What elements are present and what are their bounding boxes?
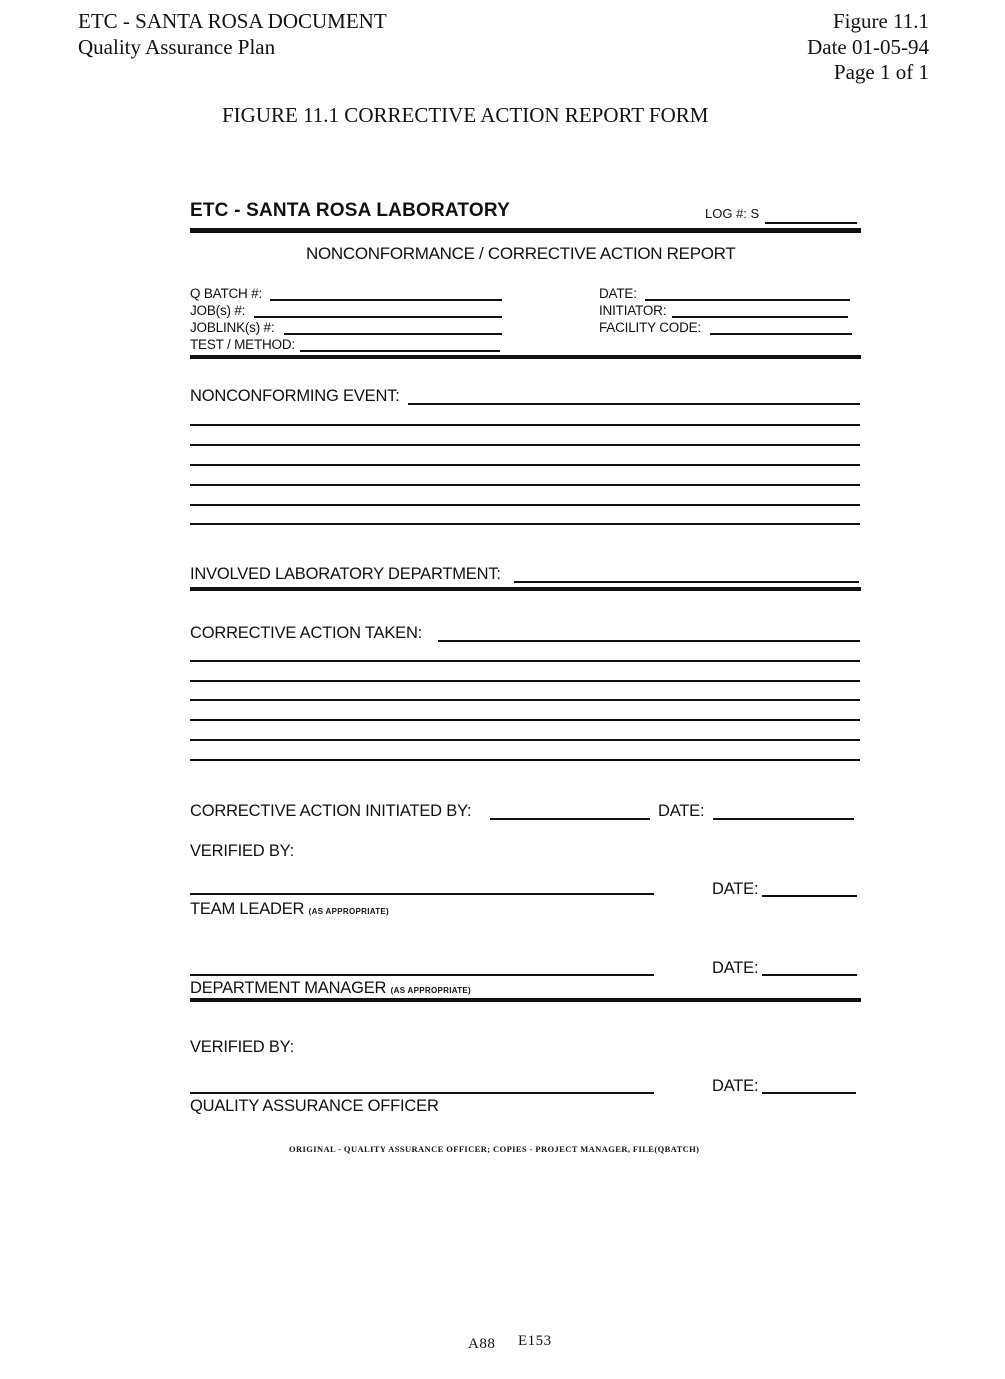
q-batch-field[interactable] — [270, 299, 502, 301]
nonconforming-event-line[interactable] — [190, 444, 860, 446]
initiated-date-field[interactable] — [713, 818, 854, 820]
report-title: NONCONFORMANCE / CORRECTIVE ACTION REPORT — [306, 244, 736, 263]
document-date: Date 01-05-94 — [807, 35, 929, 59]
verified-by-label-1: VERIFIED BY: — [190, 842, 294, 860]
department-manager-date-field[interactable] — [762, 974, 857, 976]
nonconforming-event-line[interactable] — [408, 403, 860, 405]
initiator-label: INITIATOR: — [599, 303, 667, 318]
corrective-action-line[interactable] — [190, 759, 860, 761]
log-number-field[interactable] — [765, 222, 857, 224]
qa-officer-label: QUALITY ASSURANCE OFFICER — [190, 1097, 439, 1115]
figure-title: FIGURE 11.1 CORRECTIVE ACTION REPORT FORM — [222, 103, 709, 127]
qa-officer-signature-line[interactable] — [190, 1092, 654, 1094]
involved-department-label: INVOLVED LABORATORY DEPARTMENT: — [190, 565, 501, 583]
corrective-action-line[interactable] — [190, 699, 860, 701]
as-appropriate-note: (AS APPROPRIATE) — [308, 907, 389, 916]
corrective-action-line[interactable] — [190, 739, 860, 741]
figure-number: Figure 11.1 — [832, 9, 929, 33]
jobs-field[interactable] — [254, 316, 502, 318]
qa-officer-date-label: DATE: — [712, 1077, 759, 1095]
nonconforming-event-line[interactable] — [190, 464, 860, 466]
page-code-right: E153 — [518, 1333, 552, 1349]
corrective-action-line[interactable] — [438, 640, 860, 642]
initiated-by-field[interactable] — [490, 818, 650, 820]
page-number: Page 1 of 1 — [833, 60, 929, 84]
team-leader-signature-line[interactable] — [190, 893, 654, 895]
team-leader-label: TEAM LEADER (AS APPROPRIATE) — [190, 900, 389, 918]
verified-by-label-2: VERIFIED BY: — [190, 1038, 294, 1056]
involved-department-field[interactable] — [514, 581, 859, 583]
section-divider-2 — [190, 587, 861, 591]
initiated-by-label: CORRECTIVE ACTION INITIATED BY: — [190, 802, 472, 820]
team-leader-date-field[interactable] — [762, 895, 857, 897]
page-code-left: A88 — [468, 1336, 496, 1352]
section-divider-1 — [190, 355, 861, 359]
corrective-action-line[interactable] — [190, 660, 860, 662]
as-appropriate-note: (AS APPROPRIATE) — [390, 986, 472, 995]
test-method-label: TEST / METHOD: — [190, 337, 295, 352]
facility-code-label: FACILITY CODE: — [599, 320, 701, 335]
date-label-top: DATE: — [599, 286, 637, 301]
log-number-label: LOG #: S — [705, 206, 760, 221]
nonconforming-event-label: NONCONFORMING EVENT: — [190, 387, 400, 405]
joblinks-label: JOBLINK(s) #: — [190, 320, 275, 335]
facility-code-field[interactable] — [710, 333, 852, 335]
header-divider — [190, 228, 861, 233]
q-batch-label: Q BATCH #: — [190, 286, 263, 301]
initiator-field[interactable] — [672, 316, 848, 318]
nonconforming-event-line[interactable] — [190, 424, 860, 426]
initiated-date-label: DATE: — [658, 802, 705, 820]
date-field-top[interactable] — [645, 299, 850, 301]
department-manager-signature-line[interactable] — [190, 974, 654, 976]
joblinks-field[interactable] — [284, 333, 502, 335]
jobs-label: JOB(s) #: — [190, 303, 246, 318]
department-manager-label: DEPARTMENT MANAGER (AS APPROPRIATE) — [190, 979, 472, 997]
document-title: ETC - SANTA ROSA DOCUMENT — [78, 9, 387, 33]
team-leader-date-label: DATE: — [712, 880, 759, 898]
document-subtitle: Quality Assurance Plan — [78, 35, 276, 59]
corrective-action-line[interactable] — [190, 680, 860, 682]
department-manager-date-label: DATE: — [712, 959, 759, 977]
test-method-field[interactable] — [300, 350, 500, 352]
nonconforming-event-line[interactable] — [190, 504, 860, 506]
corrective-action-line[interactable] — [190, 719, 860, 721]
lab-name: ETC - SANTA ROSA LABORATORY — [190, 200, 510, 221]
nonconforming-event-line[interactable] — [190, 484, 860, 486]
section-divider-3 — [190, 998, 861, 1002]
distribution-note: ORIGINAL - QUALITY ASSURANCE OFFICER; COPIES - PROJECT MANAGER, FILE(QBATCH) — [289, 1144, 700, 1154]
qa-officer-date-field[interactable] — [762, 1092, 856, 1094]
corrective-action-taken-label: CORRECTIVE ACTION TAKEN: — [190, 624, 423, 642]
nonconforming-event-line[interactable] — [190, 523, 860, 525]
